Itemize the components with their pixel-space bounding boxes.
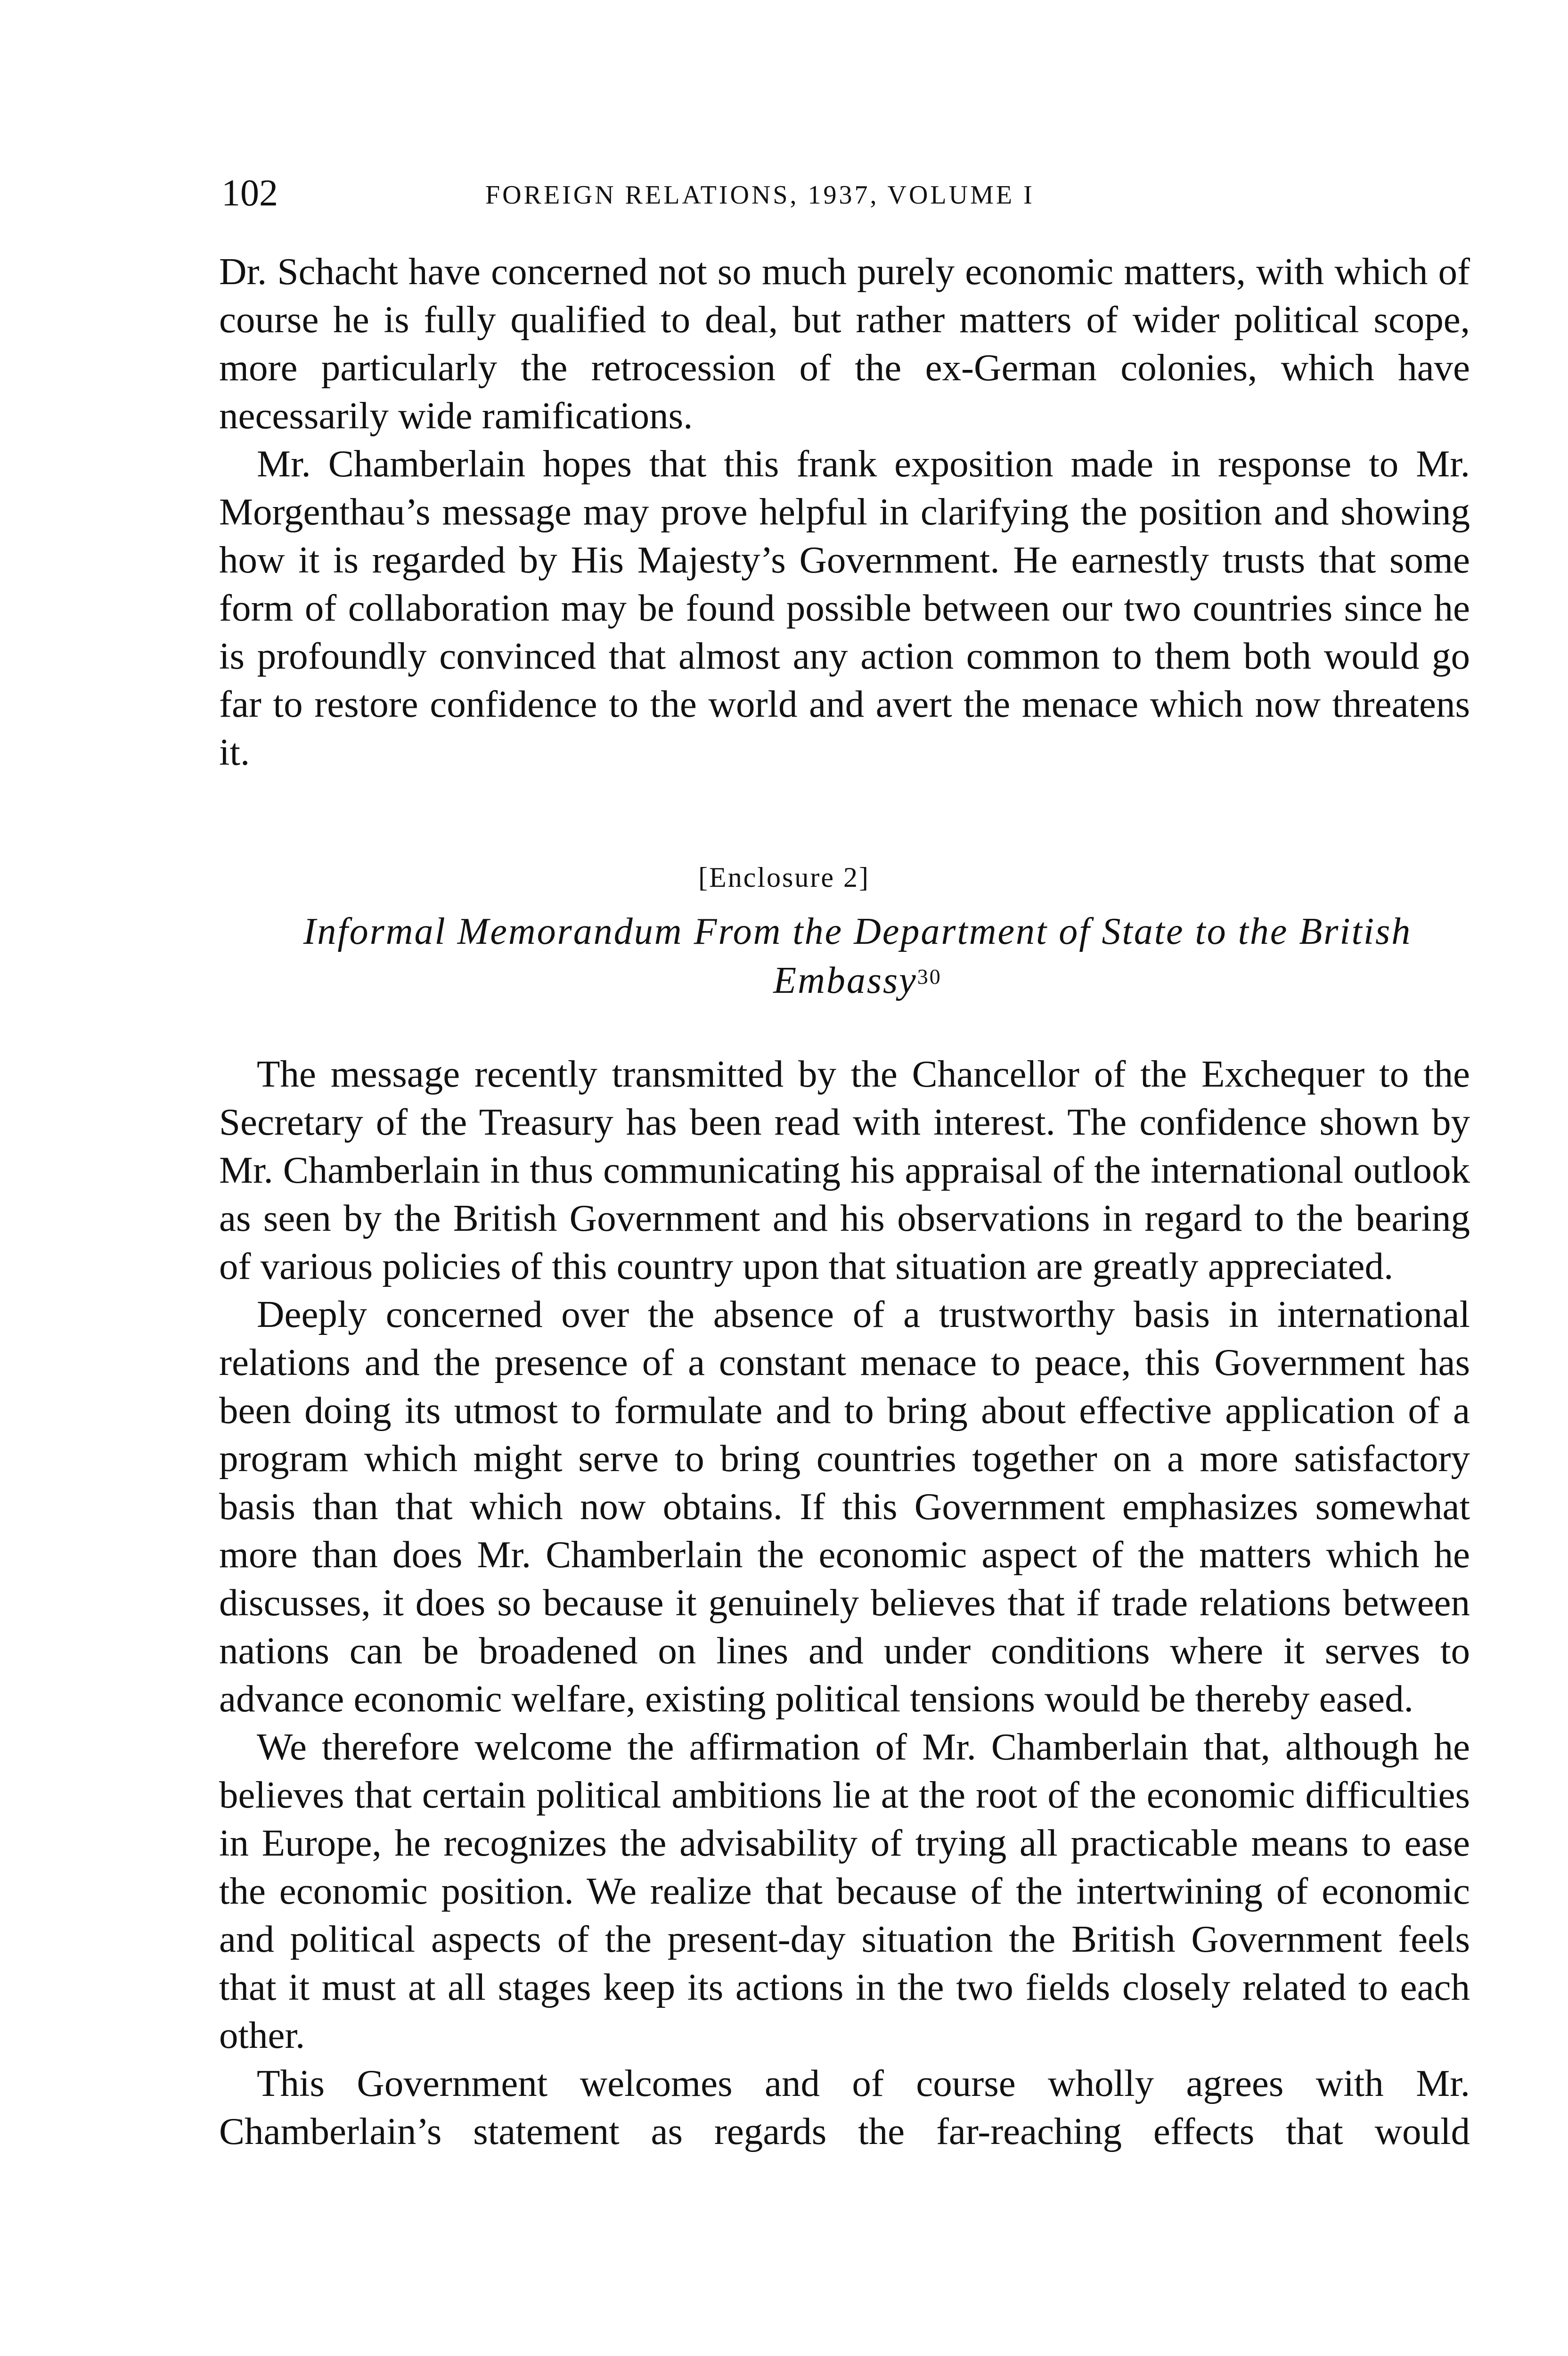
- memorandum-paragraph-3: We therefore welcome the affirmation of Mr. Chamberlain that, although he believes that certain political ambitions lie at the root of the economic difficulties in Europe, he recognizes the advisability of trying all practicable means to ease the economic position. We realize that because of the intertwining of economic and political aspects of the present-day situation the British Government feels that it must at all stages keep its actions in the two fields closely related to each other.: [219, 1726, 1470, 2056]
- memorandum-title: [245, 907, 1470, 1005]
- footnote-reference: 30: [917, 965, 942, 989]
- memorandum-paragraph-2: Deeply concerned over the absence of a trustworthy basis in international relations and the presence of a constant menace to peace, this Government has been doing its utmost to formulate and to bring about effective application of a program which might serve to bring countries together on a more satisfactory basis than that which now obtains. If this Government emphasizes somewhat more than does Mr. Chamberlain the economic aspect of the matters which he discusses, it does so because it genuinely believes that if trade relations between nations can be broadened on lines and under conditions where it serves to advance economic welfare, existing political tensions would be thereby eased.: [219, 1293, 1470, 1720]
- page-header: [221, 167, 1470, 219]
- continuation-text: [219, 247, 1470, 776]
- memorandum-title-text: Informal Memorandum From the Department of State to the British Embassy: [303, 911, 1412, 1001]
- page-number: 102: [221, 172, 278, 214]
- memorandum-paragraph-4: This Government welcomes and of course wholly agrees with Mr. Chamberlain’s statement as regards the far-reaching effects that would: [219, 2062, 1470, 2152]
- running-head: FOREIGN RELATIONS, 1937, VOLUME I: [485, 180, 1035, 210]
- memorandum-body: [219, 1050, 1470, 2155]
- memorandum-paragraph-1: The message recently transmitted by the Chancellor of the Exchequer to the Secretary of the Treasury has been read with interest. The confidence shown by Mr. Chamberlain in thus communicating his appraisal of the international outlook as seen by the British Government and his observations in regard to the bearing of various policies of this country upon that situation are greatly appreciated.: [219, 1053, 1470, 1287]
- continuation-paragraph-1: Dr. Schacht have concerned not so much purely economic matters, with which of course he is fully qualified to deal, but rather matters of wider political scope, more particularly the retrocession of the ex-German colonies, which have necessarily wide ramifications.: [219, 250, 1470, 437]
- continuation-paragraph-2: Mr. Chamberlain hopes that this frank exposition made in response to Mr. Morgenthau’s message may prove helpful in clarifying the position and showing how it is regarded by His Majesty’s Government. He earnestly trusts that some form of collaboration may be found possible between our two countries since he is profoundly convinced that almost any action common to them both would go far to restore confidence to the world and avert the menace which now threatens it.: [219, 442, 1470, 773]
- enclosure-label: [Enclosure 2]: [698, 862, 870, 893]
